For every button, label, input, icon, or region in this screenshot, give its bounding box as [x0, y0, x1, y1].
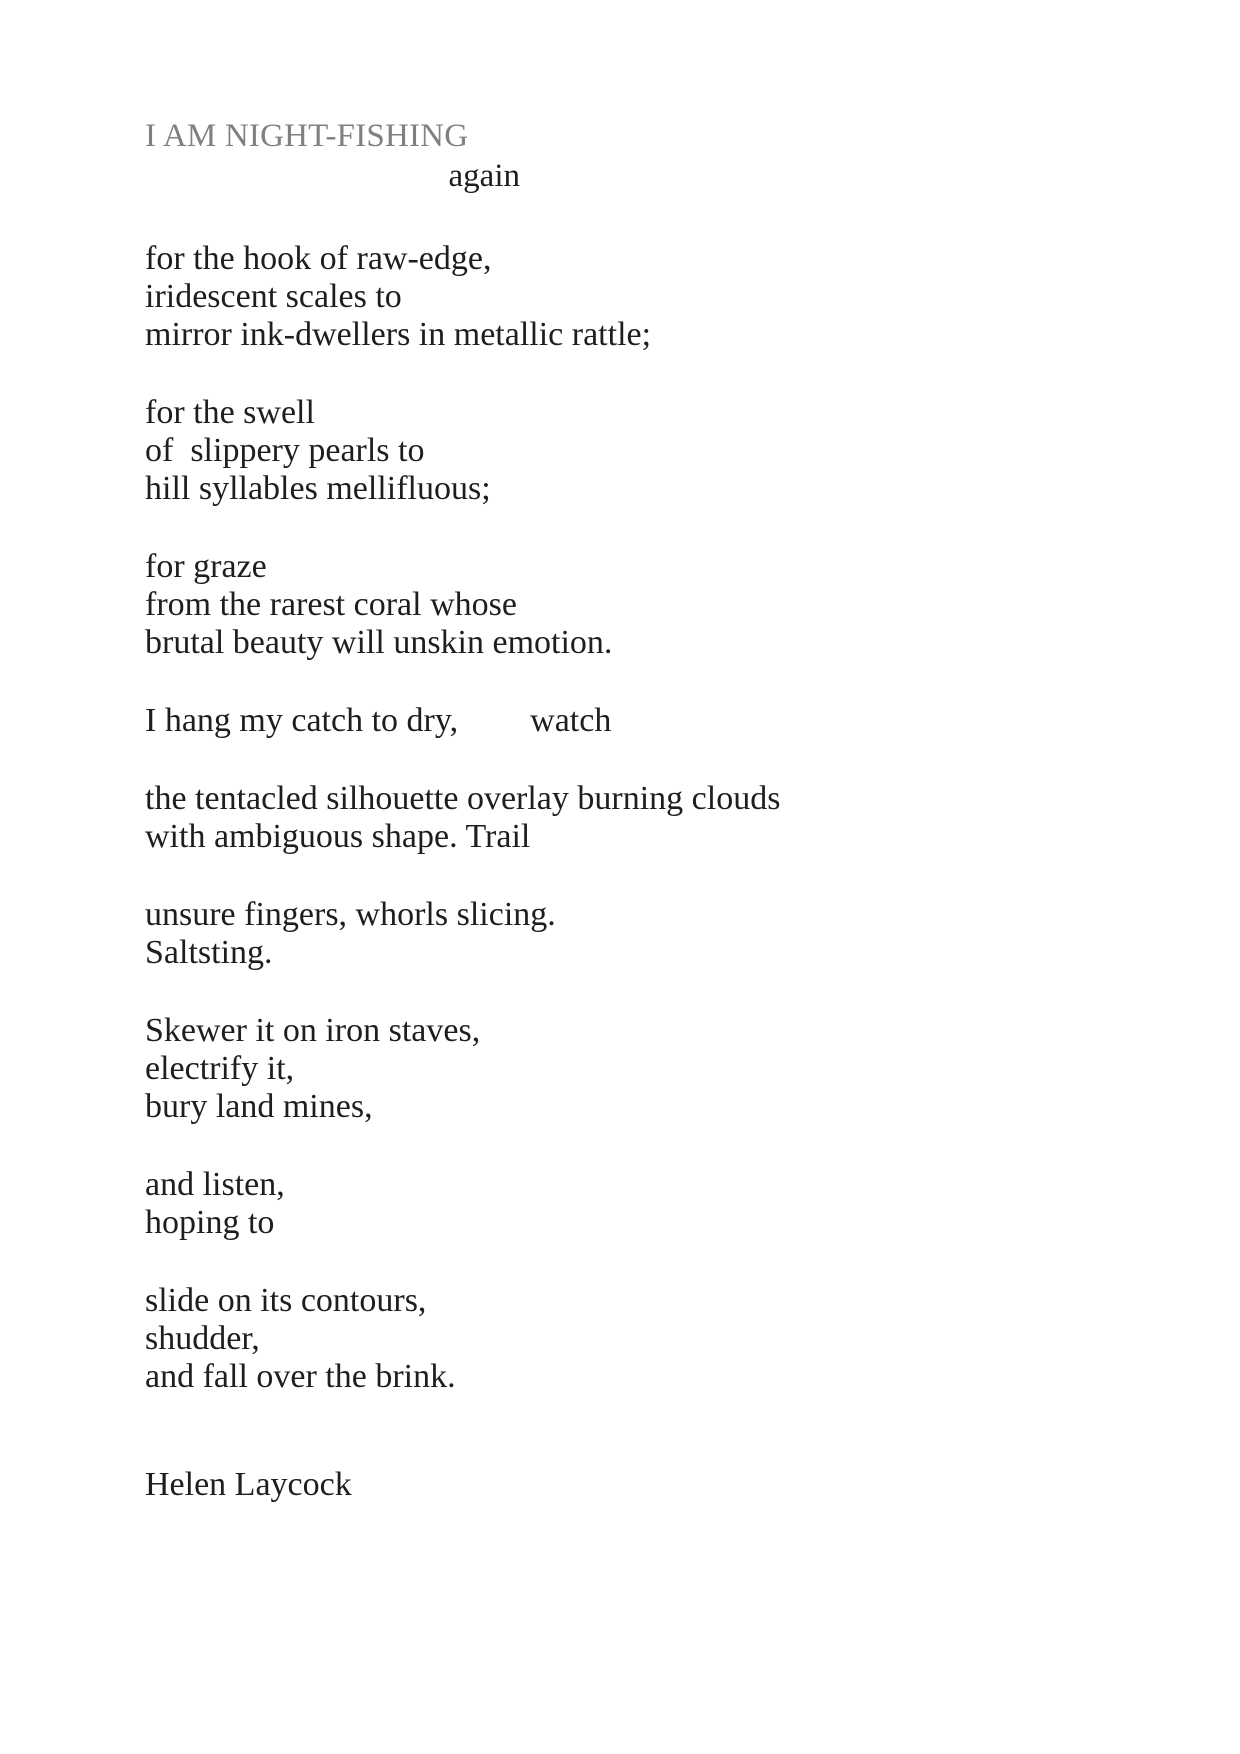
poem-line: shudder, [145, 1320, 260, 1357]
poem-line: hill syllables mellifluous; [145, 470, 491, 507]
poem-line: mirror ink-dwellers in metallic rattle; [145, 316, 652, 353]
poem-subtitle: again [448, 158, 520, 194]
poem-line: slide on its contours, [145, 1282, 427, 1319]
stanza-7 [145, 1012, 1145, 1126]
poem-line: brutal beauty will unskin emotion. [145, 624, 613, 661]
stanza-1 [145, 240, 1145, 354]
poem-line: from the rarest coral whose [145, 586, 517, 623]
poem-line: for the hook of raw-edge, [145, 240, 492, 277]
stanza-2 [145, 394, 1145, 508]
poem-line: the tentacled silhouette overlay burning clouds [145, 780, 781, 817]
poem-line: and fall over the brink. [145, 1358, 456, 1395]
poem-body [145, 240, 1145, 1436]
poem-line: hoping to [145, 1204, 275, 1241]
poem-line-part: I hang my catch to dry, [145, 702, 459, 739]
poem-line: and listen, [145, 1166, 285, 1203]
poem-line: bury land mines, [145, 1088, 373, 1125]
poem-title: I AM NIGHT-FISHING [145, 118, 469, 154]
stanza-4 [145, 702, 1145, 740]
author-name: Helen Laycock [145, 1466, 352, 1503]
poem-line: with ambiguous shape. Trail [145, 818, 531, 855]
poem-line: Saltsting. [145, 934, 273, 971]
stanza-8 [145, 1166, 1145, 1242]
poem-line-split [145, 702, 1145, 740]
title-block [145, 116, 525, 196]
poem-line: for graze [145, 548, 267, 585]
stanza-9 [145, 1282, 1145, 1396]
stanza-6 [145, 896, 1145, 972]
poem-line: of slippery pearls to [145, 432, 425, 469]
poem-line: for the swell [145, 394, 315, 431]
poem-line: iridescent scales to [145, 278, 402, 315]
poem-line: unsure fingers, whorls slicing. [145, 896, 556, 933]
poem-line: Skewer it on iron staves, [145, 1012, 481, 1049]
stanza-5 [145, 780, 1145, 856]
poem-line-part: watch [530, 702, 612, 739]
stanza-3 [145, 548, 1145, 662]
poem-line: electrify it, [145, 1050, 295, 1087]
